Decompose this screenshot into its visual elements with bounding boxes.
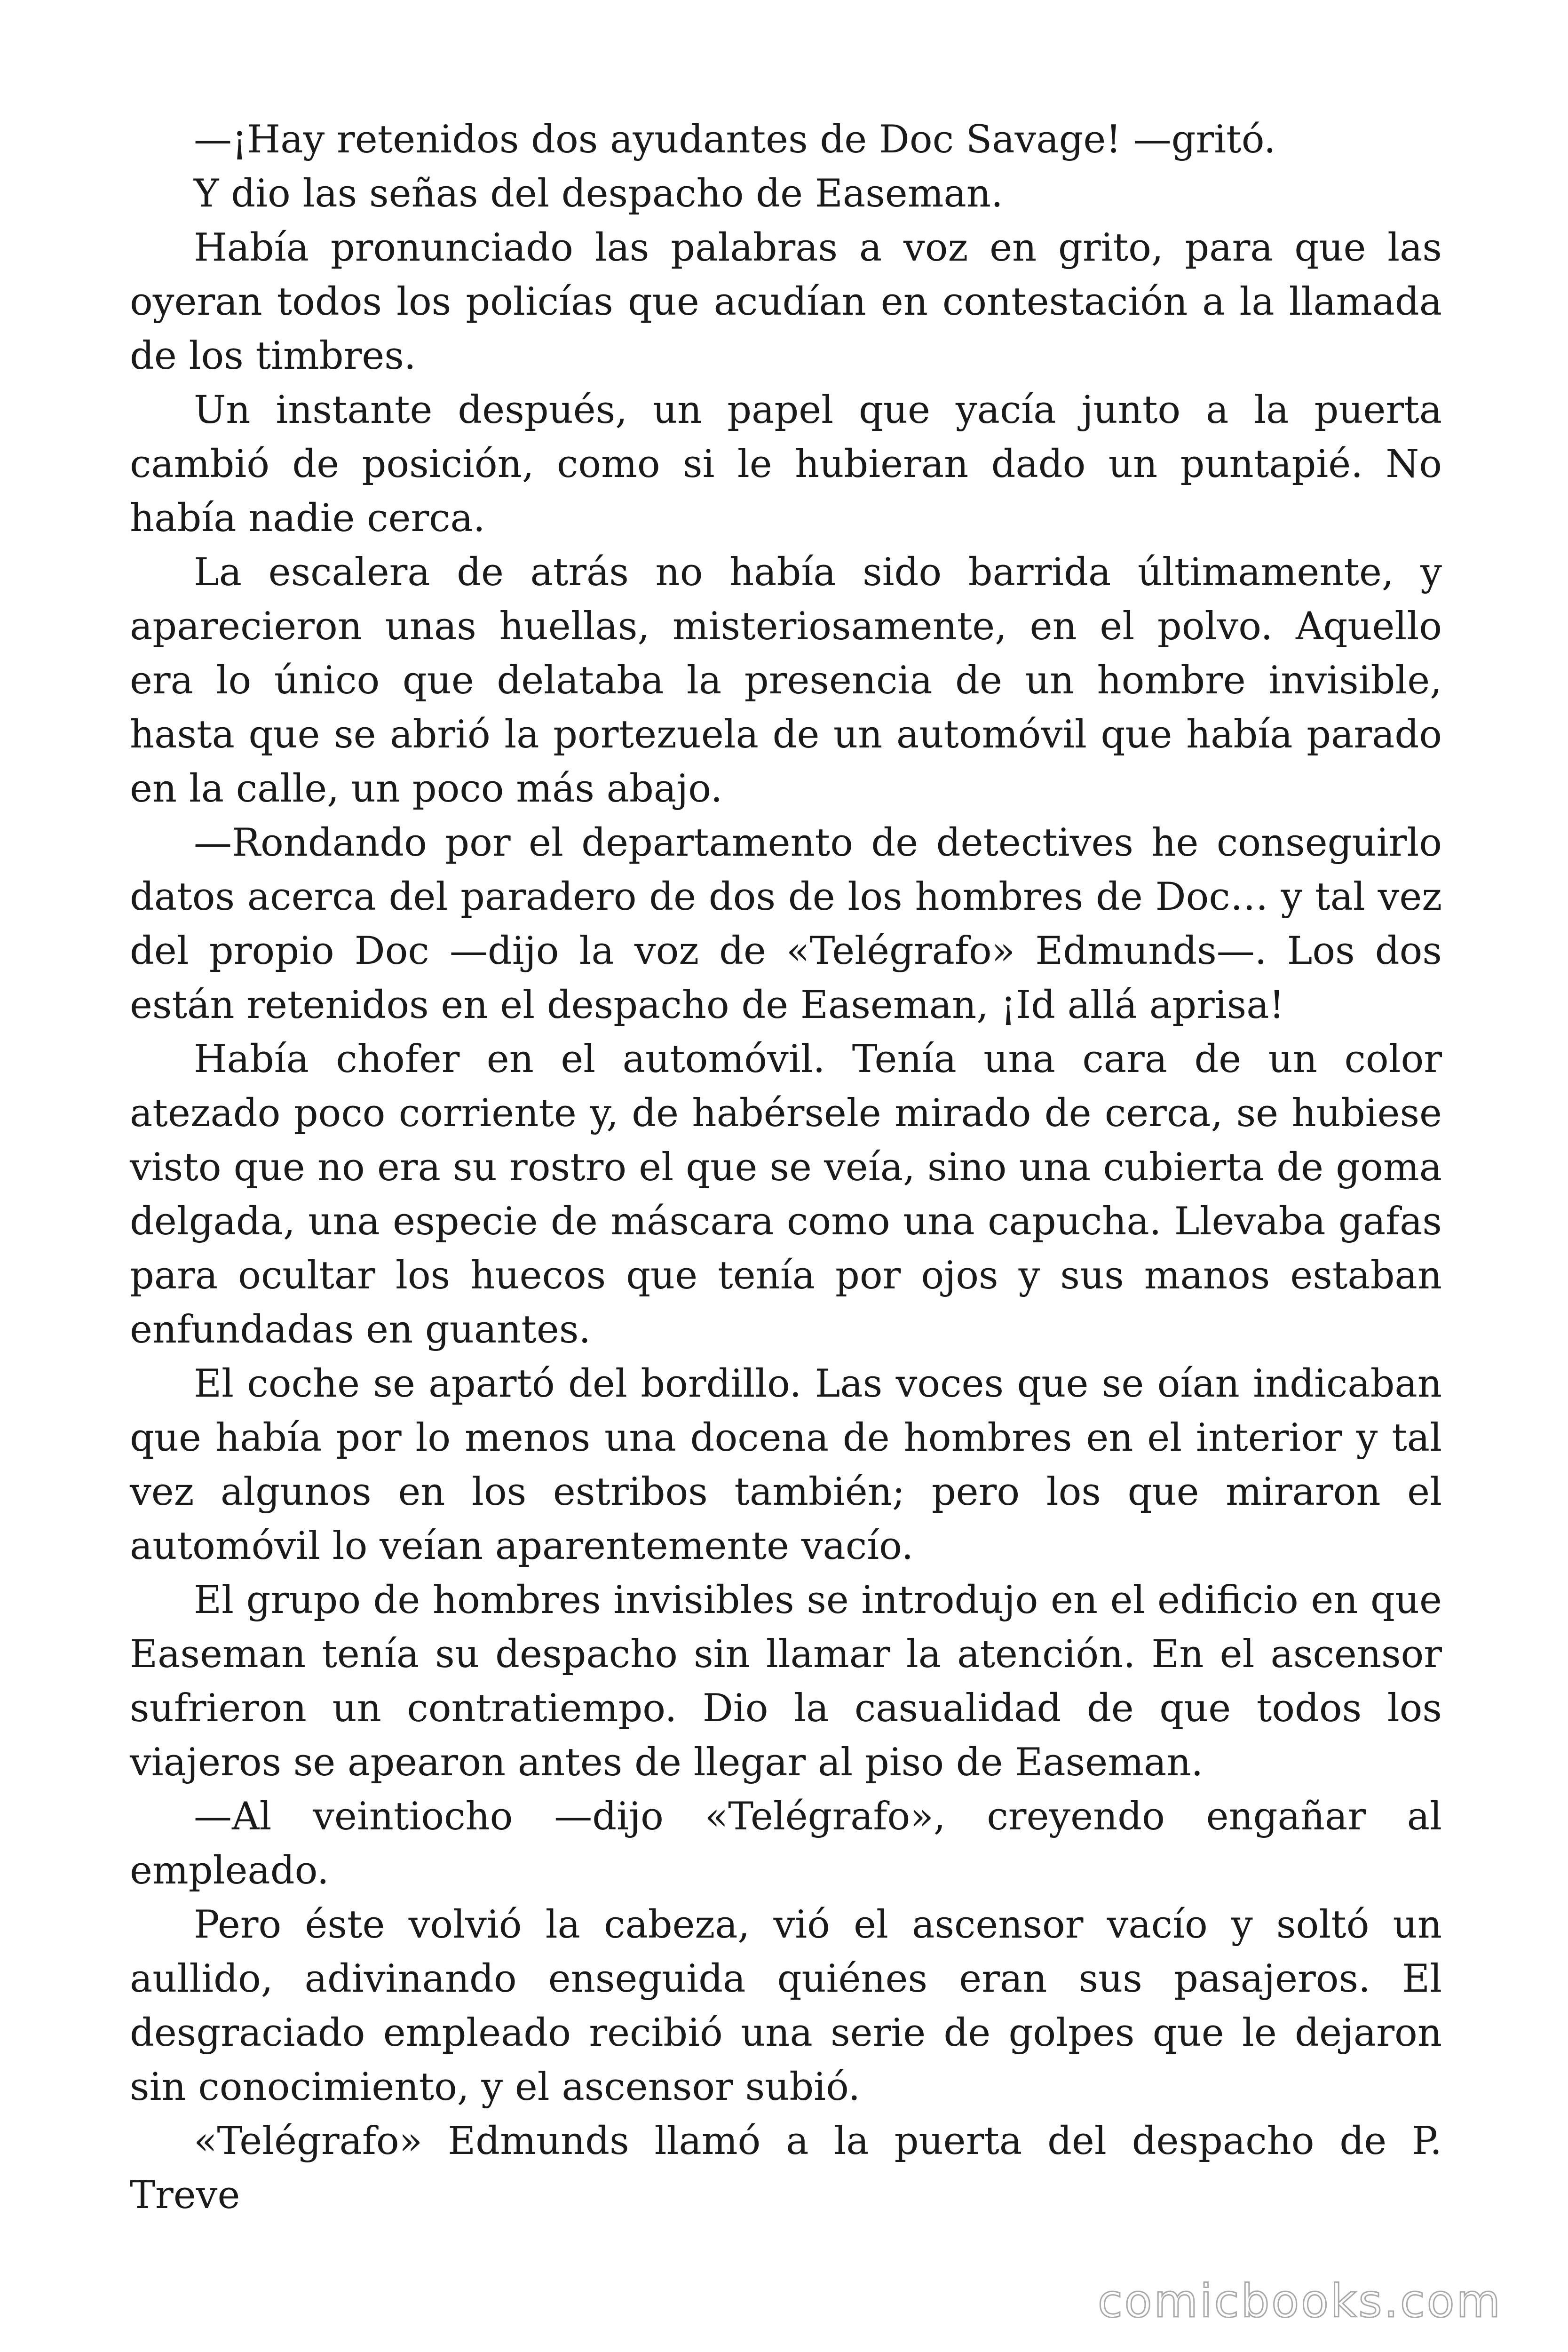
paragraph: Un instante después, un papel que yacía junto a la puerta cambió de posición, como si le hubieran dado un puntapié. No había nadie cerca.	[130, 388, 1442, 540]
paragraph: El grupo de hombres invisibles se introdujo en el edificio en que Easeman tenía su despacho sin llamar la atención. En el ascensor sufrieron un contratiempo. Dio la casualidad de que todos los viajeros se apearon antes de llegar al piso de Easeman.	[130, 1578, 1442, 1785]
paragraph: Había chofer en el automóvil. Tenía una cara de un color atezado poco corriente y, de habérsele mirado de cerca, se hubiese visto que no era su rostro el que se veía, sino una cubierta de goma delgada, una especie de máscara como una capucha. Llevaba gafas para ocultar los huecos que tenía por ojos y sus manos estaban enfundadas en guantes.	[130, 1037, 1442, 1352]
paragraph: La escalera de atrás no había sido barrida últimamente, y aparecieron unas huellas, misteriosamente, en el polvo. Aquello era lo único que delataba la presencia de un hombre invisible, hasta que se abrió la portezuela de un automóvil que había parado en la calle, un poco más abajo.	[130, 550, 1442, 811]
paragraph: El coche se apartó del bordillo. Las voces que se oían indicaban que había por lo menos una docena de hombres en el interior y tal vez algunos en los estribos también; pero los que miraron el automóvil lo veían aparentemente vacío.	[130, 1362, 1442, 1568]
watermark: comicbooks.com	[1097, 2275, 1502, 2328]
paragraph: —Rondando por el departamento de detectives he conseguirlo datos acerca del paradero de dos de los hombres de Doc… y tal vez del propio Doc —dijo la voz de «Telégrafo» Edmunds—. Los dos están retenidos en el despacho de Easeman, ¡Id allá aprisa!	[130, 821, 1442, 1027]
paragraph: Pero éste volvió la cabeza, vió el ascensor vacío y soltó un aullido, adivinando enseguida quiénes eran sus pasajeros. El desgraciado empleado recibió una serie de golpes que le dejaron sin conocimiento, y el ascensor subió.	[130, 1903, 1442, 2109]
paragraph: —¡Hay retenidos dos ayudantes de Doc Savage! —gritó.	[194, 118, 1276, 162]
paragraph: Había pronunciado las palabras a voz en grito, para que las oyeran todos los policías que acudían en contestación a la llamada de los timbres.	[130, 226, 1442, 378]
page-body	[130, 113, 1442, 2223]
paragraph: Y dio las señas del despacho de Easeman.	[194, 172, 1003, 216]
paragraph-last: «Telégrafo» Edmunds llamó a la puerta del despacho de P. Treve	[130, 2119, 1442, 2217]
paragraph: —Al veintiocho —dijo «Telégrafo», creyendo engañar al empleado.	[130, 1795, 1442, 1893]
